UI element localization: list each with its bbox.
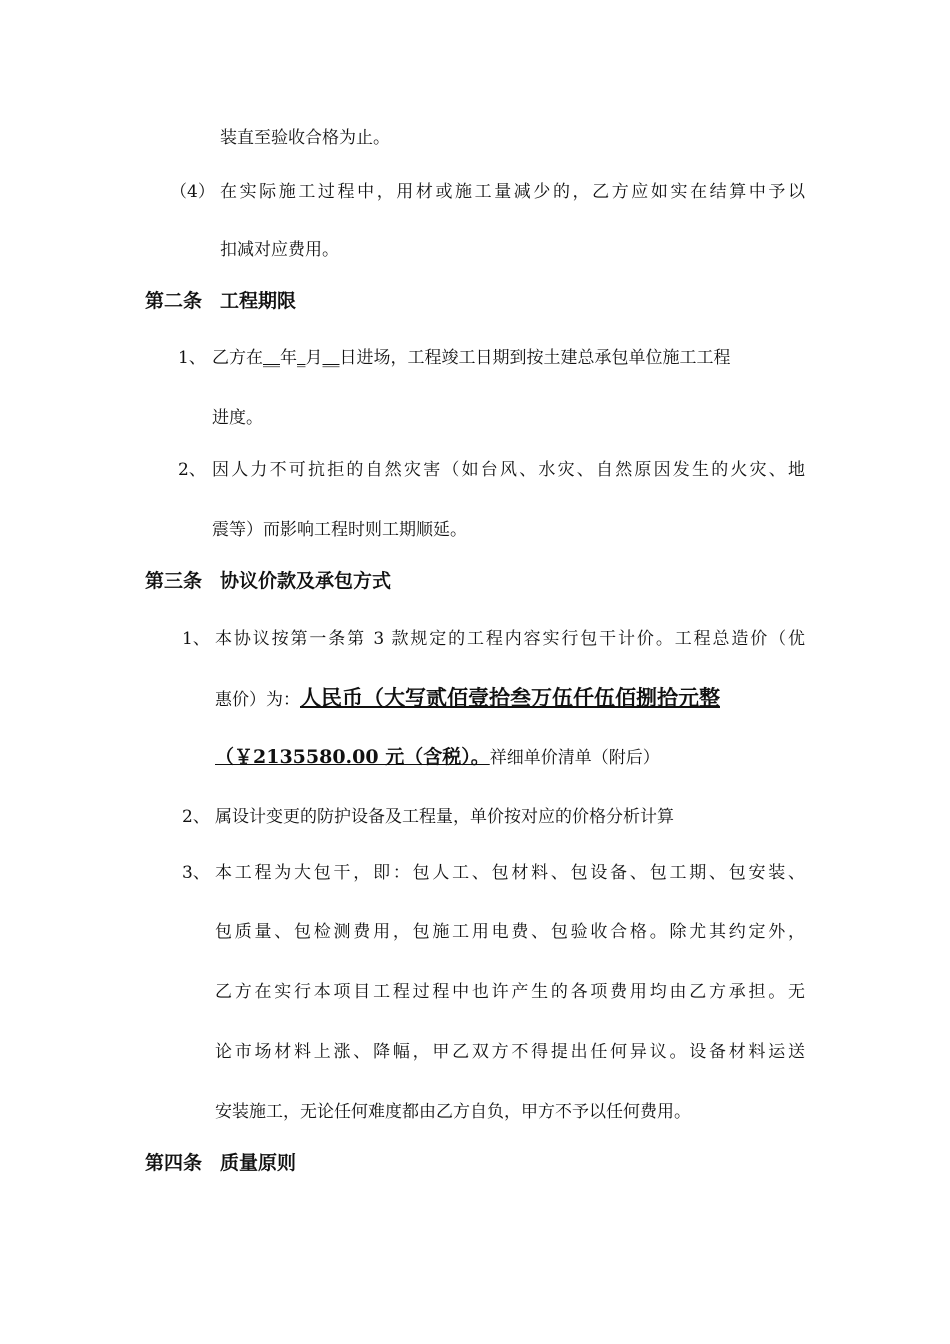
list-number: 3、 (182, 863, 210, 883)
list-number: 1、 (182, 629, 210, 649)
paragraph-line: 包质量、包检测费用，包施工用电费、包验收合格。除尤其约定外， (215, 922, 805, 942)
paragraph-line (215, 745, 660, 770)
paragraph-line: 在实际施工过程中，用材或施工量减少的，乙方应如实在结算中予以 (220, 182, 805, 202)
list-number: 2、 (178, 460, 206, 480)
list-number: 1、 (178, 348, 206, 368)
article-number: 第二条 (145, 290, 203, 312)
paragraph-line: 进度。 (212, 408, 263, 428)
paragraph-line (215, 686, 720, 712)
paragraph-line: 本工程为大包干，即：包人工、包材料、包设备、包工期、包安装、 (215, 863, 805, 883)
blank-field: __ (322, 348, 340, 368)
blank-field: _ (297, 348, 306, 368)
list-number: （4） (170, 182, 215, 202)
article-heading (145, 288, 296, 314)
article-title: 工程期限 (220, 290, 297, 312)
article-number: 第四条 (145, 1152, 203, 1174)
paragraph-line: 因人力不可抗拒的自然灾害（如台风、水灾、自然原因发生的火灾、地 (212, 460, 805, 480)
article-heading (145, 568, 391, 594)
paragraph-line: 扣减对应费用。 (220, 240, 339, 260)
price-label: 惠价）为： (215, 690, 300, 710)
detail-note: 祥细单价清单（附后） (489, 748, 660, 768)
paragraph-line: 本协议按第一条第 3 款规定的工程内容实行包干计价。工程总造价（优 (215, 629, 805, 649)
paragraph-line: 安装施工，无论任何难度都由乙方自负，甲方不予以任何费用。 (215, 1102, 691, 1122)
paragraph-line: 论市场材料上涨、降幅，甲乙双方不得提出任何异议。设备材料运送 (215, 1042, 805, 1062)
paragraph-line: 震等）而影响工程时则工期顺延。 (212, 520, 467, 540)
blank-field: __ (263, 348, 280, 368)
article-heading (145, 1150, 296, 1176)
list-number: 2、 (182, 807, 210, 827)
paragraph-line: 乙方在实行本项目工程过程中也许产生的各项费用均由乙方承担。无 (215, 982, 805, 1002)
paragraph-line: 装直至验收合格为止。 (220, 128, 390, 148)
article-title: 协议价款及承包方式 (220, 570, 392, 592)
paragraph-line: 乙方在__年_月__日进场，工程竣工日期到按土建总承包单位施工工程 (212, 348, 731, 368)
article-number: 第三条 (145, 570, 203, 592)
paragraph-line: 属设计变更的防护设备及工程量，单价按对应的价格分析计算 (215, 807, 674, 827)
article-title: 质量原则 (220, 1152, 297, 1174)
amount-in-words: 人民币（大写贰佰壹拾叁万伍仟伍佰捌拾元整 (300, 686, 720, 710)
amount-figure: （￥2135580.00 元（含税）。 (215, 746, 490, 768)
